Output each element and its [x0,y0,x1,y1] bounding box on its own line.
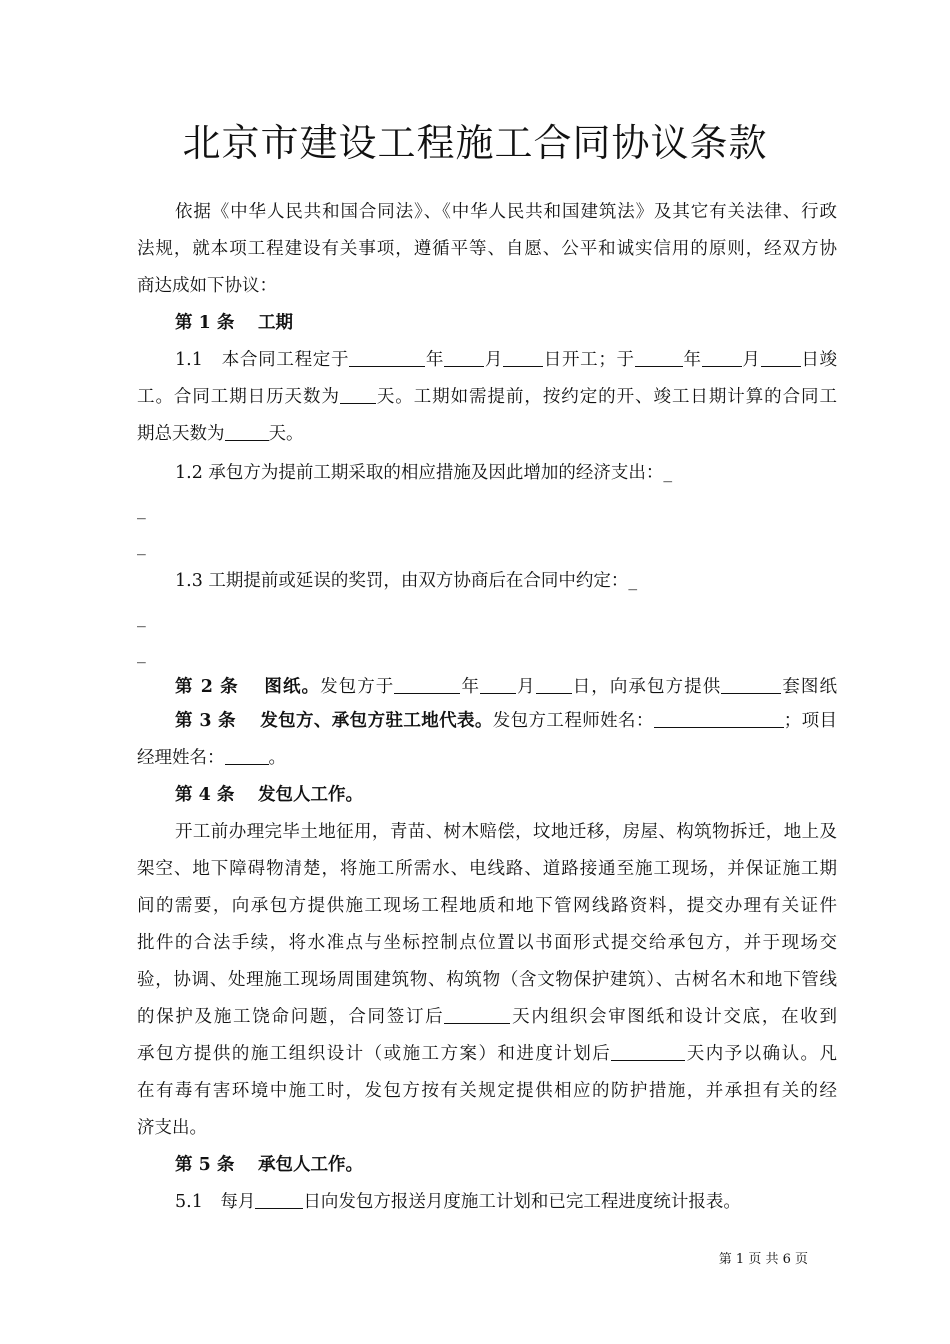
blank-end-day[interactable] [761,346,801,367]
article-4-line-1: 开工前办理完毕土地征用，青苗、树木赔偿，坟地迁移，房屋、构筑物拆迁，地上及 [175,822,837,842]
text: 天。 [268,424,304,444]
blank-start-year[interactable] [349,346,425,367]
blank-engineer-name[interactable] [654,707,784,728]
page-number: 第 1 页 共 6 页 [718,1252,808,1267]
text: ；项目 [783,711,838,731]
article-3-heading: 第 3 条 发包方、承包方驻工地代表。 [175,711,493,731]
article-4-heading: 第 4 条 发包人工作。 [175,785,363,805]
text: 年 [460,677,481,697]
text: 月 [516,677,536,697]
text: 经理姓名： [137,748,225,768]
blank-start-day[interactable] [503,346,543,367]
text: 日，向承包方提供 [571,677,722,697]
clause-1-3: 1.3 工期提前或延误的奖罚，由双方协商后在合同中约定：_ [175,571,638,591]
text: 。 [268,748,286,768]
clause-1-1-line-2 [137,382,837,412]
intro-line-3: 商达成如下协议： [137,276,277,296]
text: 天。工期如需提前，按约定的开、竣工日期计算的合同工 [375,387,837,407]
article-2 [175,672,837,702]
text: 期总天数为 [137,424,225,444]
article-4-line-3: 间的需要，向承包方提供施工现场工程地质和地下管网线路资料，提交办理有关证件 [137,896,837,916]
text: 1.1 本合同工程定于 [175,350,350,370]
clause-1-3-blank-2[interactable]: _ [137,644,146,664]
blank-review-days[interactable] [444,1003,510,1024]
text: 的保护及施工饶命问题，合同签订后 [137,1007,445,1027]
blank-drawing-sets[interactable] [721,673,781,694]
blank-calendar-days[interactable] [340,383,376,404]
blank-manager-name[interactable] [225,744,269,765]
text: 年 [425,350,445,370]
clause-1-2-blank-1[interactable]: _ [137,500,146,520]
text: 日向发包方报送月度施工计划和已完工程进度统计报表。 [303,1192,741,1212]
blank-drawing-day[interactable] [536,673,572,694]
article-5-heading: 第 5 条 承包人工作。 [175,1155,363,1175]
article-2-heading: 第 2 条 图纸。 [175,677,321,697]
text: 发包方于 [320,677,395,697]
text: 月 [741,350,761,370]
blank-report-day[interactable] [255,1188,303,1209]
text: 套图纸 [781,677,838,697]
blank-drawing-year[interactable] [394,673,460,694]
intro-line-1: 依据《中华人民共和国合同法》、《中华人民共和国建筑法》及其它有关法律、行政 [175,202,837,222]
clause-1-3-blank-1[interactable]: _ [137,608,146,628]
article-4-line-2: 架空、地下障碍物清楚，将施工所需水、电线路、道路接通至施工现场，并保证施工期 [137,859,837,879]
clause-1-1-line-1 [175,345,837,375]
blank-end-month[interactable] [702,346,742,367]
text: 承包方提供的施工组织设计（或施工方案）和进度计划后 [137,1044,612,1064]
clause-1-2: 1.2 承包方为提前工期采取的相应措施及因此增加的经济支出：_ [175,463,673,483]
article-4-line-5: 验，协调、处理施工现场周围建筑物、构筑物（含文物保护建筑）、古树名木和地下管线 [137,970,837,990]
text: 天内予以确认。凡 [685,1044,838,1064]
intro-line-2: 法规，就本项工程建设有关事项，遵循平等、自愿、公平和诚实信用的原则，经双方协 [137,239,837,259]
blank-end-year[interactable] [635,346,683,367]
article-1-heading: 第 1 条 工期 [175,313,293,333]
text: 月 [484,350,504,370]
article-4-line-6 [137,1002,837,1032]
blank-confirm-days[interactable] [611,1040,685,1061]
clause-1-2-blank-2[interactable]: _ [137,536,146,556]
article-4-line-4: 批件的合法手续，将水准点与坐标控制点位置以书面形式提交给承包方，并于现场交 [137,933,837,953]
text: 天内组织会审图纸和设计交底，在收到 [510,1007,838,1027]
blank-total-days[interactable] [225,420,269,441]
text: 日竣 [800,350,838,370]
article-4-line-9: 济支出。 [137,1118,207,1138]
text: 日开工；于 [543,350,635,370]
document-title: 北京市建设工程施工合同协议条款 [182,121,768,165]
blank-start-month[interactable] [444,346,484,367]
article-3-line-2 [137,743,837,773]
article-4-line-7 [137,1039,837,1069]
text: 年 [682,350,702,370]
text: 工。合同工期日历天数为 [137,387,340,407]
article-4-line-8: 在有毒有害环境中施工时，发包方按有关规定提供相应的防护措施，并承担有关的经 [137,1081,837,1101]
text: 发包方工程师姓名： [492,711,654,731]
article-3-line-1 [175,706,837,736]
clause-1-1-line-3 [137,419,837,449]
clause-5-1 [175,1187,837,1217]
blank-drawing-month[interactable] [480,673,516,694]
text: 5.1 每月 [175,1192,256,1212]
